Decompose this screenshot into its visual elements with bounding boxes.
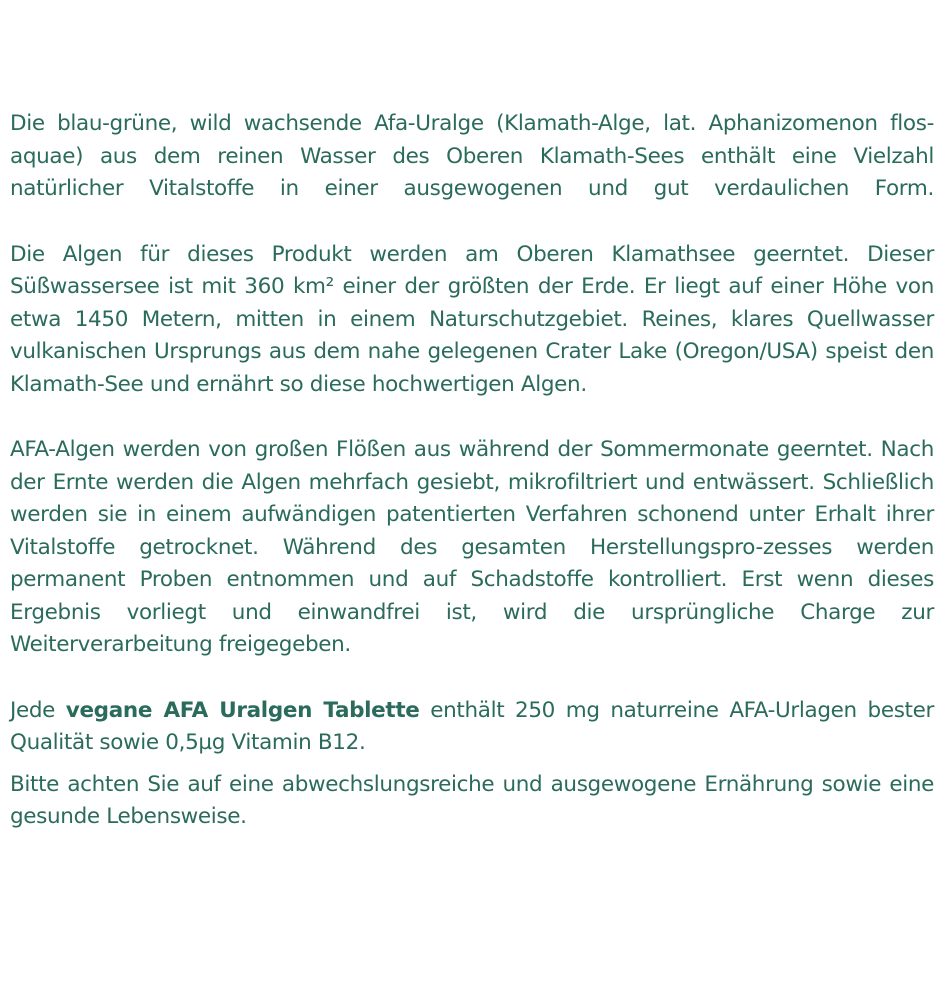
tablet-text-prefix: Jede (10, 697, 66, 723)
paragraph-nutrition-advice: Bitte achten Sie auf eine abwechslungsreiche und ausgewogene Ernährung sowie eine gesunde Lebensweise. (10, 771, 934, 829)
tablet-product-name: vegane AFA Uralgen Tablette (65, 697, 420, 723)
tablet-text-suffix: enthält 250 mg naturreine AFA-Urlagen bester Qualität sowie 0,5µg Vitamin B12. (10, 697, 934, 755)
paragraph-tablet-contents (10, 695, 934, 760)
paragraph-afa-intro: Die blau-grüne, wild wachsende Afa-Uralge (Klamath-Alge, lat. Aphanizomenon flos-aquae) aus dem reinen Wasser des Oberen Klamath-Sees enthält eine Vielzahl natürlicher Vitalstoffe in einer ausgewogenen und gut verdaulichen Form. (10, 111, 934, 201)
paragraph-klamath-lake: Die Algen für dieses Produkt werden am Oberen Klamathsee geerntet. Dieser Süßwassersee ist mit 360 km² einer der größten der Erde. Er liegt auf einer Höhe von etwa 1450 Metern, mitten in einem Naturschutzgebiet. Reines, klares Quellwasser vulkanischen Ursprungs aus dem nahe gelegenen Crater Lake (Oregon/USA) speist den Klamath-See und ernährt so diese hochwertigen Algen. (10, 241, 934, 397)
product-description (10, 108, 934, 834)
paragraph-harvest-process: AFA-Algen werden von großen Flößen aus während der Sommermonate geerntet. Nach der Ernte werden die Algen mehrfach gesiebt, mikrofiltriert und entwässert. Schließlich werden sie in einem aufwändigen patentierten Verfahren schonend unter Erhalt ihrer Vitalstoffe getrocknet. Während des gesamten Herstellungspro-zesses werden permanent Proben entnommen und auf Schadstoffe kontrolliert. Erst wenn dieses Ergebnis vorliegt und einwandfrei ist, wird die ursprüngliche Charge zur Weiterverarbeitung freigegeben. (10, 437, 934, 657)
